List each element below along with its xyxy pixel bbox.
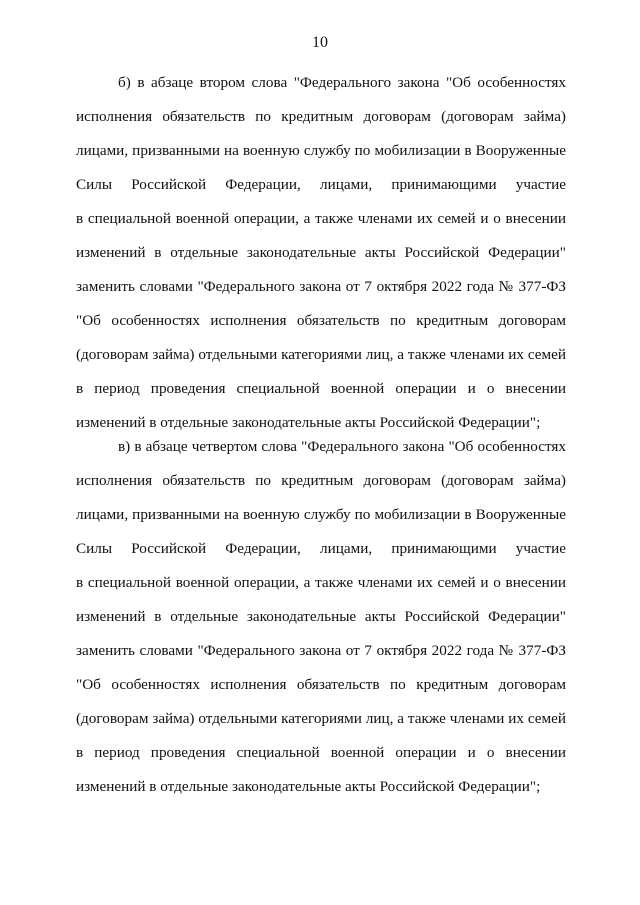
- paragraph-v-line: исполнения обязательств по кредитным договорам (договорам займа): [76, 472, 566, 489]
- paragraph-v-line: изменений в отдельные законодательные акты Российской Федерации": [76, 608, 566, 625]
- paragraph-v-line: в период проведения специальной военной операции и о внесении: [76, 744, 566, 761]
- paragraph-b-line: (договорам займа) отдельными категориями лиц, а также членами их семей: [76, 346, 566, 363]
- paragraph-b-line: лицами, призванными на военную службу по мобилизации в Вооруженные: [76, 142, 566, 159]
- paragraph-v-line: заменить словами "Федерального закона от 7 октября 2022 года № 377-ФЗ: [76, 642, 566, 659]
- paragraph-v-line: "Об особенностях исполнения обязательств по кредитным договорам: [76, 676, 566, 693]
- paragraph-v-line: (договорам займа) отдельными категориями лиц, а также членами их семей: [76, 710, 566, 727]
- paragraph-b-line: "Об особенностях исполнения обязательств по кредитным договорам: [76, 312, 566, 329]
- page-number: 10: [312, 34, 328, 51]
- paragraph-b-line: Силы Российской Федерации, лицами, принимающими участие: [76, 176, 566, 193]
- paragraph-b-line: в специальной военной операции, а также членами их семей и о внесении: [76, 210, 566, 227]
- paragraph-b-line: б) в абзаце втором слова "Федерального закона "Об особенностях: [118, 74, 566, 91]
- paragraph-b-line: заменить словами "Федерального закона от 7 октября 2022 года № 377-ФЗ: [76, 278, 566, 295]
- paragraph-v-line: лицами, призванными на военную службу по мобилизации в Вооруженные: [76, 506, 566, 523]
- paragraph-b-line: изменений в отдельные законодательные акты Российской Федерации": [76, 244, 566, 261]
- paragraph-v-line: изменений в отдельные законодательные акты Российской Федерации";: [76, 778, 541, 795]
- paragraph-b-line: изменений в отдельные законодательные акты Российской Федерации";: [76, 414, 541, 431]
- paragraph-b-line: в период проведения специальной военной операции и о внесении: [76, 380, 566, 397]
- paragraph-v-line: в специальной военной операции, а также членами их семей и о внесении: [76, 574, 566, 591]
- paragraph-b-line: исполнения обязательств по кредитным договорам (договорам займа): [76, 108, 566, 125]
- paragraph-v-line: в) в абзаце четвертом слова "Федерального закона "Об особенностях: [118, 438, 566, 455]
- paragraph-v-line: Силы Российской Федерации, лицами, принимающими участие: [76, 540, 566, 557]
